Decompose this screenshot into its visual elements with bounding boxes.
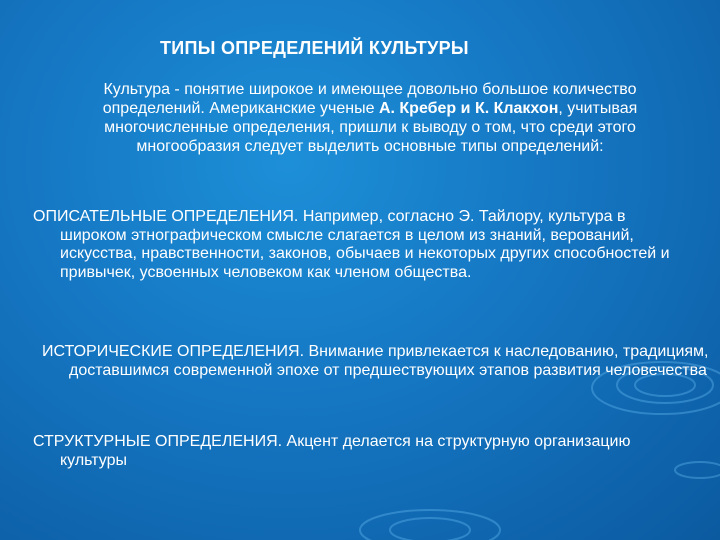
scholar-name-kroeber: А. Кребер (378, 100, 457, 117)
slide-title: ТИПЫ ОПРЕДЕЛЕНИЙ КУЛЬТУРЫ (160, 38, 469, 58)
definition-type-structural (33, 433, 700, 470)
intro-text-start: Культура - понятие широкое и имеющее довольно большое количество определений. Американские ученые (102, 81, 637, 117)
definition-text: Внимание привлекается к наследованию, традициям, доставшимся современной эпохе от предшествующих этапов развития человечества (69, 343, 709, 379)
definition-text: Акцент делается на структурную организацию культуры (60, 433, 631, 469)
definition-heading: ОПИСАТЕЛЬНЫЕ ОПРЕДЕЛЕНИЯ. (33, 208, 299, 225)
intro-text-end: , учитывая многочисленные определения, пришли к выводу о том, что среди этого многообразия следует выделить основные типы определений: (104, 100, 638, 155)
definition-heading: СТРУКТУРНЫЕ ОПРЕДЕЛЕНИЯ. (33, 433, 283, 450)
scholar-name-kluckhohn: К. Клакхон (474, 100, 559, 117)
definition-text: Например, согласно Э. Тайлору, культура в широком этнографическом смысле слагается в целом из знаний, верований, искусства, нравственности, законов, обычаев и некоторых других способностей и привычек, усвоенных человеком как членом общества. (60, 208, 670, 281)
definition-type-descriptive (33, 208, 680, 282)
definition-type-historical (42, 343, 709, 380)
intro-conjunction: и (456, 100, 475, 117)
definition-heading: ИСТОРИЧЕСКИЕ ОПРЕДЕЛЕНИЯ. (42, 343, 305, 360)
intro-paragraph (60, 80, 680, 156)
